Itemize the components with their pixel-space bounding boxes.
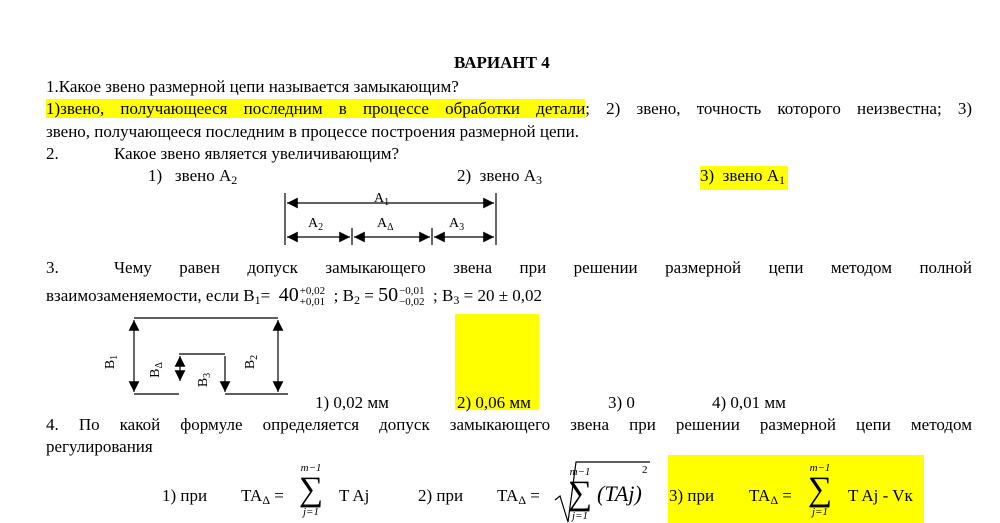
page-title: ВАРИАНТ 4 (454, 53, 550, 72)
b2-label: $B_2$ (243, 354, 261, 370)
q2-question: Какое звено является увеличивающим? (114, 144, 400, 163)
q3-option-3: 3) 0 (608, 393, 635, 412)
formula-2-power: 2 (642, 464, 648, 476)
q2-option-3-correct: 3) звено $А_1$ (700, 166, 788, 190)
q2-option-2: 2) звено $А_3$ (457, 166, 542, 187)
b3-label: $B_3$ (196, 372, 214, 388)
formula-3-expr: T Aj - Vк (848, 486, 913, 505)
formula-2-expr: (TAj) (597, 481, 642, 506)
q1-correct-answer: 1)звено, получающееся последним в процессе обработки детали (46, 99, 586, 118)
formula-2-label: 2) при (418, 486, 464, 505)
formula-2-lhs: $TA_\Delta$ = (497, 486, 540, 507)
q1-question: 1.Какое звено размерной цепи называется замыкающим? (46, 77, 459, 96)
q4-question-line2: регулирования (46, 437, 153, 456)
a2-label: $A_2$ (308, 216, 324, 233)
a1-label: $A_1$ (374, 191, 390, 208)
q3-number: 3. (46, 258, 59, 277)
formula-1-lhs: $TA_\Delta$ = (241, 486, 284, 507)
bd-label: $B_\Delta$ (147, 362, 165, 378)
q3-question-line1: Чему равен допуск замыкающего звена при решении размерной цепи методом полной (114, 258, 972, 277)
q1-other-answers: ; 2) звено, точность которого неизвестна; 3) (585, 99, 973, 118)
q3-question-line2: взаимозаменяемости, если $B_1= 40+0,02$ +0,01 ; $B_2 = 50-0,01$ −0,02 ; $B_3 = 20 \pm 0,02$ (46, 284, 543, 309)
b1-label: $B_1$ (103, 354, 121, 370)
a3-label: $A_3$ (449, 216, 465, 233)
formula-3-sum: m−1 ∑ j=1 (807, 462, 833, 518)
q1-line3: звено, получающееся последним в процессе построения размерной цепи. (46, 122, 579, 141)
formula-3-lhs: $TA_\Delta$ = (749, 486, 792, 507)
q2-option-1: 1) звено $А_2$ (148, 166, 238, 187)
formula-3-label: 3) при (669, 486, 715, 505)
formula-1-sum: m−1 ∑ j=1 (298, 462, 324, 518)
q2-number: 2. (46, 144, 59, 163)
q4-question-line1: 4. По какой формуле определяется допуск замыкающего звена при решении размерной цепи методом (46, 415, 972, 434)
q3-option-4: 4) 0,01 мм (712, 393, 786, 412)
formula-1-expr: T Aj (339, 486, 370, 505)
q3-option-2-correct: 2) 0,06 мм (457, 393, 531, 412)
formula-1-label: 1) при (162, 486, 208, 505)
formula-2-sum: m−1 ∑ j=1 (567, 466, 593, 522)
ad-label: $A_\Delta$ (377, 216, 394, 233)
q3-option-1: 1) 0,02 мм (315, 393, 389, 412)
